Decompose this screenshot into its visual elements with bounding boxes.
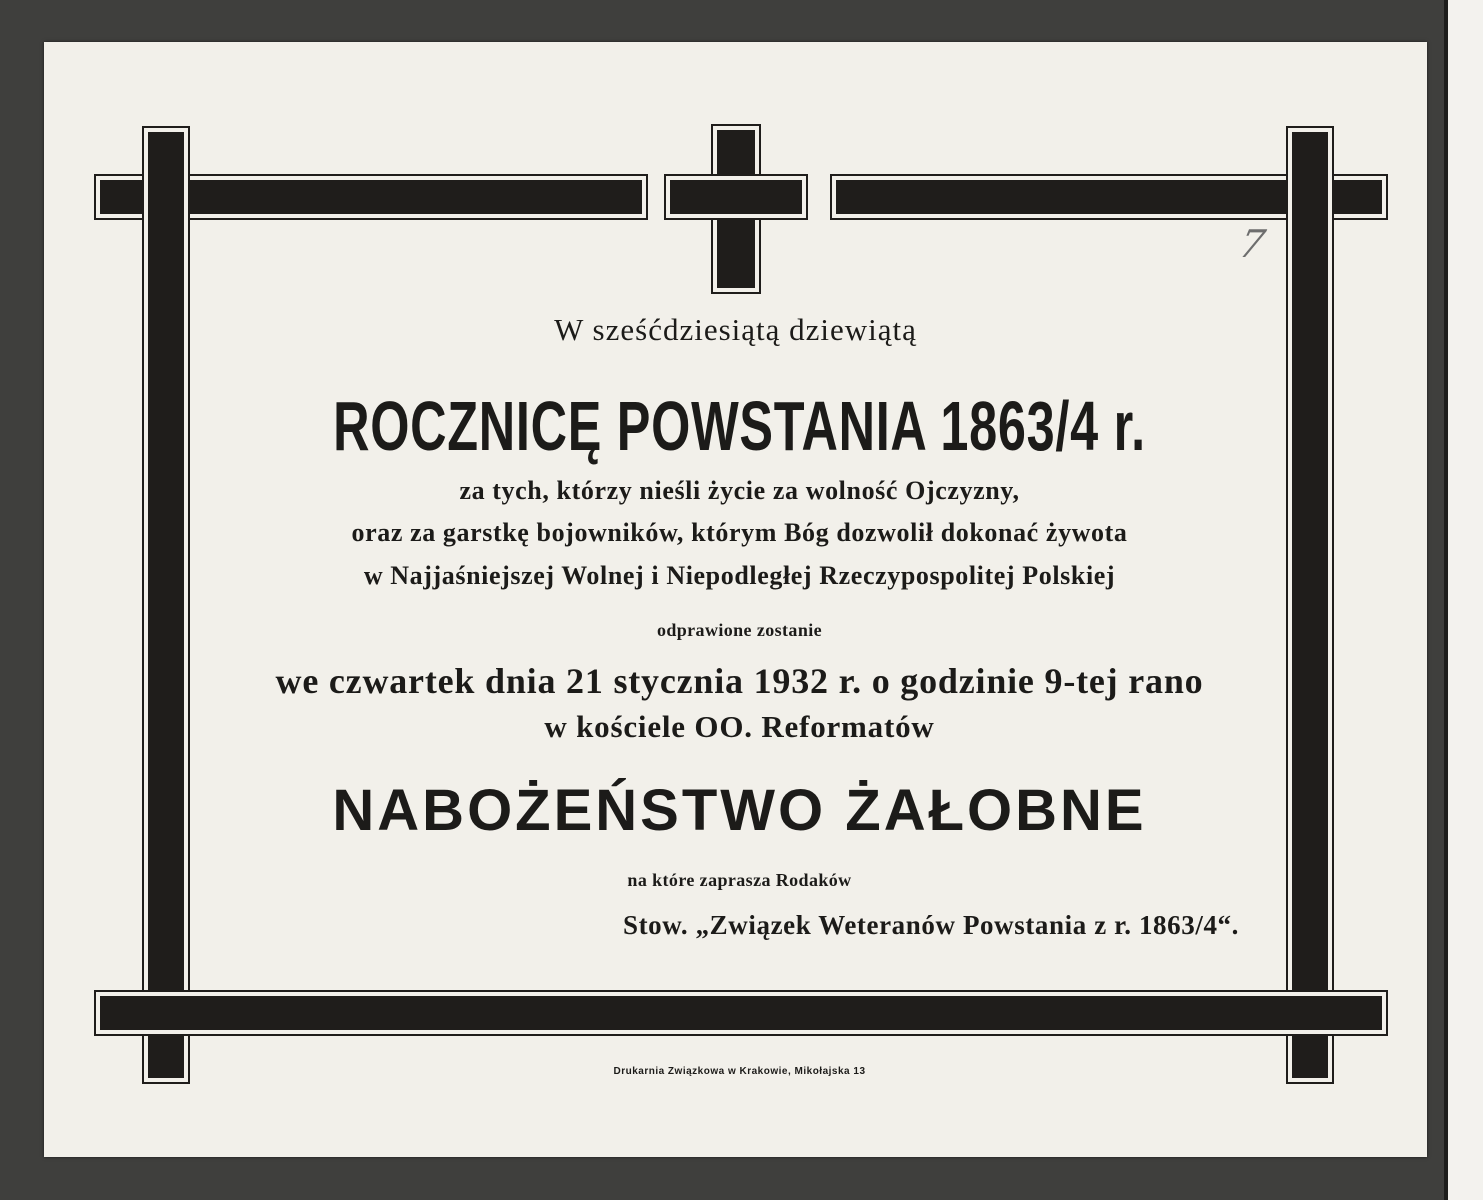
frame-bottom-bar [100,996,1382,1030]
will-be-held-line: odprawione zostanie [656,620,823,640]
invitation-line: na które zaprasza Rodaków [627,870,852,890]
intro-line: W sześćdziesiątą dziewiątą [554,312,917,347]
dedication-line-3: w Najjaśniejszej Wolnej i Niepodległej Rzeczypospolitej Polskiej [363,561,1116,590]
frame-left-cross-upright [148,132,184,1078]
frame-right-cross-upright [1292,132,1328,1078]
location-line: w kościele OO. Reformatów [544,709,935,744]
dedication-line-2: oraz za garstkę bojowników, którym Bóg dozwolił dokonać żywota [351,518,1128,547]
service-title: NABOŻEŃSTWO ŻAŁOBNE [332,778,1147,843]
printer-imprint: Drukarnia Związkowa w Krakowie, Mikołajska 13 [613,1066,866,1077]
signature-line: Stow. „Związek Weteranów Powstania z r. 1863/4“. [622,910,1239,940]
handwritten-number: 7 [1235,222,1269,266]
center-cross-arm [670,180,802,214]
mount-border [1448,0,1483,1200]
headline: ROCZNICĘ POWSTANIA 1863/4 r. [333,387,1146,465]
date-time-line: we czwartek dnia 21 stycznia 1932 r. o godzinie 9-tej rano [275,661,1204,701]
dedication-line-1: za tych, którzy nieśli życie za wolność Ojczyzny, [459,476,1020,505]
